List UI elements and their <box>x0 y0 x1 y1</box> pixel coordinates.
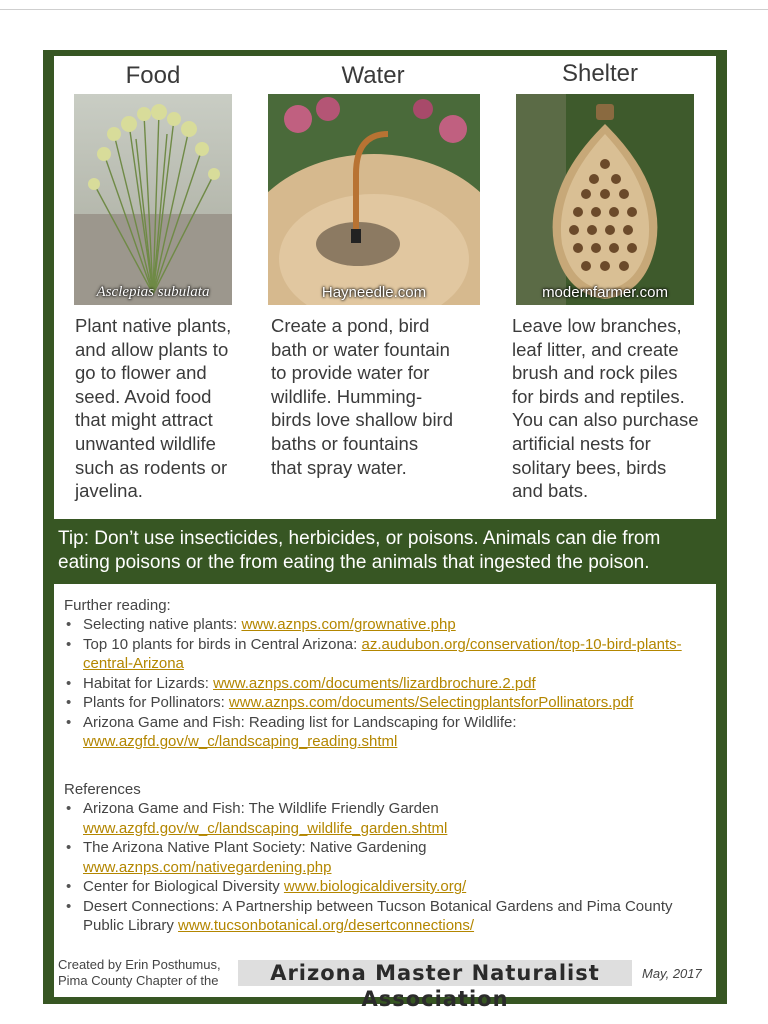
shelter-heading: Shelter <box>561 60 639 87</box>
shelter-photo <box>516 94 694 305</box>
link[interactable]: www.aznps.com/grownative.php <box>241 616 456 633</box>
food-heading: Food <box>125 62 181 89</box>
link[interactable]: www.azgfd.gov/w_c/landscaping_wildlife_garden.shtml <box>83 819 448 837</box>
link[interactable]: www.azgfd.gov/w_c/landscaping_reading.shtml <box>83 733 398 750</box>
tip-banner: Tip: Don’t use insecticides, herbicides, or poisons. Animals can die from eating poisons or the from eating the animals that ingested the poison. <box>58 528 661 573</box>
list-item: • Desert Connections: A Partnership between Tucson Botanical Gardens and Pima County Public Library www.tucsonbotanical.org/desertconnections/ <box>64 897 709 936</box>
references-list <box>64 799 709 936</box>
list-item: • Selecting native plants: www.aznps.com/grownative.php <box>64 615 709 635</box>
link[interactable]: www.biologicaldiversity.org/ <box>283 878 467 895</box>
credits: Created by Erin Posthumus, Pima County Chapter of the <box>58 957 221 988</box>
food-photo <box>74 94 232 305</box>
link[interactable]: www.tucsonbotanical.org/desertconnections/ <box>178 917 475 934</box>
water-photo <box>268 94 480 305</box>
food-photo-credit: Asclepias subulata <box>96 284 210 300</box>
link[interactable]: az.audubon.org/conservation/top-10-bird-plants-central-Arizona <box>83 635 682 672</box>
list-item: • Center for Biological Diversity www.biologicaldiversity.org/ <box>64 877 709 897</box>
habitat-panel <box>54 56 716 519</box>
references-section <box>64 780 709 936</box>
food-description: Plant native plants, and allow plants to go to flower and seed. Avoid food that might attract unwanted wildlife such as rodents or javelina. <box>75 315 232 502</box>
list-item: • Arizona Game and Fish: Reading list for Landscaping for Wildlife: www.azgfd.gov/w_c/landscaping_reading.shtml <box>64 713 709 752</box>
resources-panel <box>54 584 716 997</box>
list-item: • Top 10 plants for birds in Central Arizona: az.audubon.org/conservation/top-10-bird-plants-central-Arizona <box>64 635 709 674</box>
list-item: • The Arizona Native Plant Society: Native Gardening www.aznps.com/nativegardening.php <box>64 838 709 877</box>
water-photo-credit: Hayneedle.com <box>321 284 427 301</box>
further-reading-title: Further reading: <box>64 597 171 614</box>
list-item: • Plants for Pollinators: www.aznps.com/documents/SelectingplantsforPollinators.pdf <box>64 693 709 713</box>
bee-house-image <box>516 94 694 305</box>
publication-date: May, 2017 <box>642 966 702 981</box>
water-description: Create a pond, bird bath or water fountain to provide water for wildlife. Humming- birds love shallow bird baths or fountains that spray water. <box>271 315 454 478</box>
top-divider <box>0 9 768 10</box>
link[interactable]: www.aznps.com/nativegardening.php <box>83 858 332 876</box>
link[interactable]: www.aznps.com/documents/lizardbrochure.2.pdf <box>213 674 536 692</box>
shrub-image <box>74 94 232 305</box>
birdbath-image <box>268 94 480 305</box>
shelter-description: Leave low branches, leaf litter, and create brush and rock piles for birds and reptiles. You can also purchase artificial nests for solitary bees, birds and bats. <box>512 315 699 502</box>
link[interactable]: www.aznps.com/documents/SelectingplantsforPollinators.pdf <box>228 694 634 711</box>
references-title: References <box>64 781 141 798</box>
shelter-photo-credit: modernfarmer.com <box>542 284 668 301</box>
list-item: • Habitat for Lizards: www.aznps.com/documents/lizardbrochure.2.pdf <box>64 674 709 694</box>
further-reading-section <box>64 596 709 752</box>
water-heading: Water <box>341 62 405 89</box>
further-reading-list <box>64 615 709 752</box>
organization-logo: Arizona Master Naturalist Association <box>238 960 632 986</box>
list-item: • Arizona Game and Fish: The Wildlife Friendly Garden www.azgfd.gov/w_c/landscaping_wildlife_garden.shtml <box>64 799 709 838</box>
